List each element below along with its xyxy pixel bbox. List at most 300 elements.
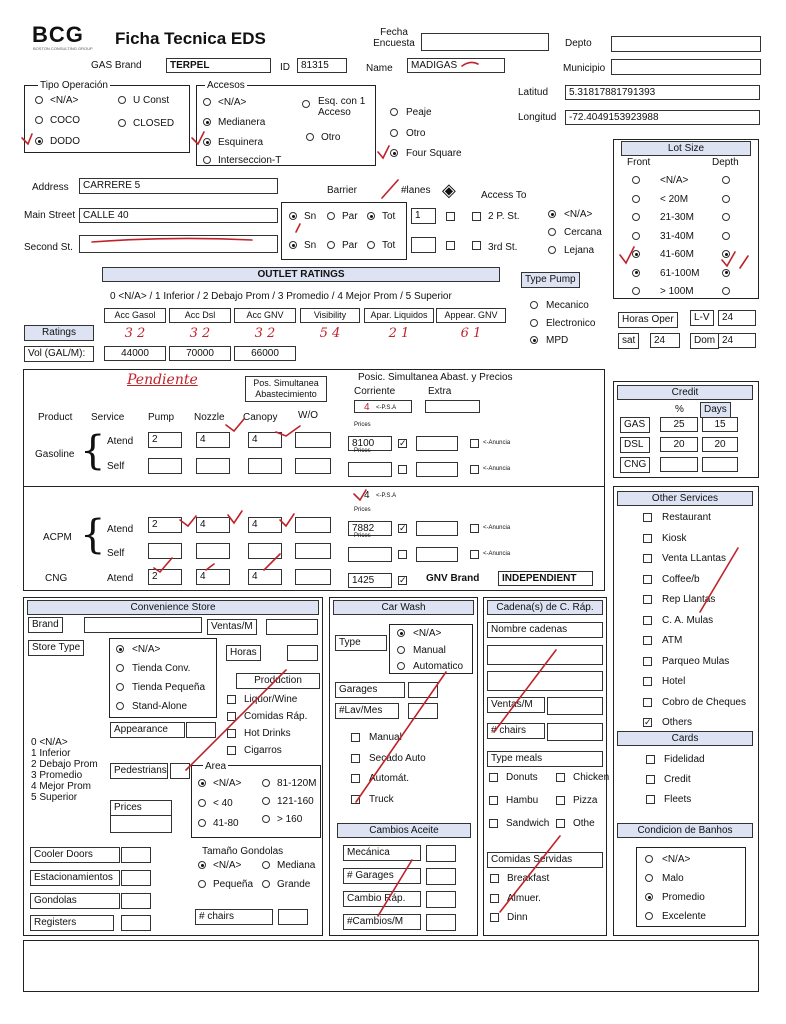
nombre-cadenas-field-2[interactable]	[487, 671, 603, 691]
anuncia-checkbox-1[interactable]	[398, 465, 407, 474]
store-check-1[interactable]	[227, 712, 236, 721]
comidas-servidas-label: Comidas Servidas	[487, 852, 603, 868]
store-type-label: Store Type	[28, 640, 84, 656]
lot-depth-radio-6[interactable]	[722, 287, 730, 295]
credit-days-2[interactable]	[702, 457, 738, 472]
gasoline-label: Gasoline	[35, 449, 75, 460]
tipo-uconst-label: U Const	[133, 95, 170, 106]
product-cell-1-1[interactable]	[196, 458, 230, 474]
card-label-0: Fidelidad	[664, 754, 705, 765]
store-chairs-field[interactable]	[278, 909, 308, 925]
card-checkbox-2[interactable]	[646, 795, 655, 804]
lot-depth-radio-1[interactable]	[722, 195, 730, 203]
store-horas-label: Horas	[226, 645, 261, 661]
accesos-esquinera-radio[interactable]	[203, 138, 211, 146]
second-tot-label: Tot	[382, 240, 396, 251]
servidas-checkbox-0[interactable]	[490, 874, 499, 883]
lot-depth-radio-4[interactable]	[722, 250, 730, 258]
production-label: Production	[236, 673, 320, 689]
service-checkbox-9[interactable]	[643, 698, 652, 707]
pump-header: Pump	[148, 412, 175, 423]
main-street-field[interactable]: CALLE 40	[79, 208, 278, 223]
carwash-check-2[interactable]	[351, 774, 360, 783]
access-lejana-radio[interactable]	[548, 246, 556, 254]
service-checkbox-3[interactable]	[643, 575, 652, 584]
area-label-1: 81-120M	[277, 778, 317, 789]
depto-field[interactable]	[611, 36, 761, 52]
access-lejana-label: Lejana	[564, 245, 595, 256]
municipio-field[interactable]	[611, 59, 761, 75]
credit-pct-2[interactable]	[660, 457, 698, 472]
accesos-foursquare-radio[interactable]	[390, 149, 398, 157]
servidas-label-2: Dinn	[507, 912, 528, 923]
acpm-atend-label: Atend	[107, 524, 134, 535]
area-radio-5[interactable]	[262, 815, 270, 823]
product-cell-1-3[interactable]	[295, 458, 331, 474]
id-label: ID	[280, 62, 290, 73]
credit-days-label: Days	[700, 402, 731, 418]
product-cell-0-1[interactable]: 4	[196, 432, 230, 448]
store-horas-field[interactable]	[287, 645, 318, 661]
lot-front-radio-5[interactable]	[632, 269, 640, 277]
tam-mediana-label: Mediana	[277, 860, 316, 871]
accesos-na-radio[interactable]	[203, 98, 211, 106]
store-check-2[interactable]	[227, 729, 236, 738]
meal-label-1: Chicken	[573, 772, 610, 783]
gas-brand-field[interactable]: TERPEL	[166, 58, 271, 73]
banos-radio-3[interactable]	[645, 912, 653, 920]
carwash-lav-field[interactable]	[408, 703, 438, 719]
accesos-otro-radio[interactable]	[306, 133, 314, 141]
carwash-check-label-0: Manual	[369, 732, 402, 743]
bcg-logo: BCG	[32, 22, 84, 47]
carwash-check-1[interactable]	[351, 754, 360, 763]
aceite-field-1[interactable]	[426, 868, 456, 885]
product-cell-2-2[interactable]: 4	[248, 517, 282, 533]
anuncia-checkbox-0[interactable]: ✓	[399, 438, 407, 448]
accesos-medianera-radio[interactable]	[203, 118, 211, 126]
accesos-foursquare-label: Four Square	[406, 148, 462, 159]
tam-na-radio[interactable]	[198, 861, 206, 869]
meal-label-2: Hambu	[506, 795, 539, 806]
lot-front-radio-4[interactable]	[632, 250, 640, 258]
access-na-radio[interactable]	[548, 210, 556, 218]
accesos-interseccion-radio[interactable]	[203, 156, 211, 164]
rating-col-header-5: Appear. GNV	[436, 308, 506, 323]
price-field-1[interactable]	[348, 462, 392, 477]
extra-anuncia-checkbox-3[interactable]	[470, 550, 479, 559]
main-2ps-checkbox[interactable]	[446, 212, 455, 221]
second-3rd-checkbox[interactable]	[472, 241, 481, 250]
lot-front-radio-6[interactable]	[632, 287, 640, 295]
main-lanes-field[interactable]: 1	[411, 208, 436, 224]
store-legend-3: 3 Promedio	[31, 770, 83, 781]
second-lanes-field[interactable]	[411, 237, 436, 253]
rating-value-3[interactable]: 5 4	[300, 326, 360, 344]
anuncia-checkbox-4[interactable]: ✓	[399, 575, 407, 585]
banos-radio-2[interactable]	[645, 893, 653, 901]
tipo-coco-label: COCO	[50, 115, 80, 126]
prices-field[interactable]	[110, 815, 172, 833]
carwash-check-3[interactable]	[351, 795, 360, 804]
prices-label-3: Prices	[354, 533, 371, 539]
carwash-check-label-3: Truck	[369, 793, 394, 805]
acpm-self-label: Self	[107, 548, 125, 559]
service-label-5: C. A. Mulas	[662, 614, 714, 626]
accesos-medianera-label: Medianera	[218, 117, 266, 128]
area-label-0: <N/A>	[213, 778, 242, 789]
store-check-3[interactable]	[227, 746, 236, 755]
lv-field[interactable]: 24	[718, 310, 756, 326]
area-radio-3[interactable]	[262, 797, 270, 805]
aceite-field-2[interactable]	[426, 891, 456, 908]
aceite-label-2: Cambio Ráp.	[343, 891, 421, 907]
extra-price-field-1[interactable]	[416, 462, 458, 477]
accesos-otro2-label: Otro	[406, 128, 426, 139]
rating-value-5[interactable]: 6 1	[436, 326, 506, 344]
store-type-radio-3[interactable]	[116, 702, 124, 710]
cng-atend-label: Atend	[107, 573, 134, 584]
barrier-label: Barrier	[327, 185, 358, 196]
credit-days-1[interactable]: 20	[702, 437, 738, 452]
product-cell-3-0[interactable]	[148, 543, 182, 559]
tipo-operacion-title: Tipo Operación	[40, 80, 108, 91]
cooler-doors-field[interactable]	[121, 847, 151, 863]
product-cell-1-0[interactable]	[148, 458, 182, 474]
name-label: Name	[366, 63, 393, 74]
banos-label-0: <N/A>	[662, 854, 691, 865]
product-cell-1-2[interactable]	[248, 458, 282, 474]
accesos-esq1-radio[interactable]	[302, 100, 310, 108]
vol-row-label: Vol (GAL/M):	[24, 346, 94, 362]
carwash-auto-radio[interactable]	[397, 662, 405, 670]
store-check-0[interactable]	[227, 695, 236, 704]
credit-key-0: GAS	[620, 417, 650, 433]
service-checkbox-2[interactable]	[643, 554, 652, 563]
tipo-closed-label: CLOSED	[133, 118, 175, 129]
ratings-row-label: Ratings	[24, 325, 94, 341]
main-par-radio[interactable]	[327, 212, 335, 220]
vol-value-2[interactable]: 66000	[234, 346, 296, 361]
carwash-na-label: <N/A>	[413, 628, 442, 639]
credit-pct-1[interactable]: 20	[660, 437, 698, 452]
estacionamientos-label: Estacionamientos	[30, 870, 120, 886]
service-checkbox-7[interactable]	[643, 657, 652, 666]
anuncia-checkbox-3[interactable]	[398, 550, 407, 559]
lot-front-radio-0[interactable]	[632, 176, 640, 184]
convenience-store-title: Convenience Store	[27, 600, 319, 615]
aceite-label-1: # Garages	[343, 868, 421, 884]
store-type-radio-2[interactable]	[116, 683, 124, 691]
second-sn-label: Sn	[304, 240, 317, 251]
outlet-ratings-header: OUTLET RATINGS	[102, 267, 500, 282]
product-cell-0-3[interactable]	[295, 432, 331, 448]
credit-key-1: DSL	[620, 437, 650, 453]
pump-mpd-radio[interactable]	[530, 336, 538, 344]
product-cell-3-1[interactable]	[196, 543, 230, 559]
accesos-otro-label: Otro	[321, 132, 341, 143]
accesos-esq1-label: Esq. con 1 Acceso	[318, 96, 366, 118]
lot-depth-radio-2[interactable]	[722, 213, 730, 221]
servidas-label-0: Breakfast	[507, 873, 550, 884]
rating-value-0[interactable]: 3 2	[104, 326, 166, 344]
second-sn-radio[interactable]	[289, 241, 297, 249]
second-par-label: Par	[342, 240, 358, 251]
product-cell-2-0[interactable]: 2	[148, 517, 182, 533]
rating-col-header-4: Apar. Liquidos	[364, 308, 434, 323]
tam-mediana-radio[interactable]	[262, 861, 270, 869]
credit-days-0[interactable]: 15	[702, 417, 738, 432]
extra-anuncia-checkbox-2[interactable]	[470, 524, 479, 533]
gas-corriente-field[interactable]	[354, 400, 412, 413]
card-checkbox-1[interactable]	[646, 775, 655, 784]
aceite-label-3: #Cambios/M	[343, 914, 421, 930]
accesos-peaje-radio[interactable]	[390, 108, 398, 116]
service-label-3: Coffee/b	[662, 573, 700, 585]
service-checkbox-10[interactable]: ✓	[644, 717, 652, 727]
acpm-label: ACPM	[43, 532, 72, 543]
product-cell-3-2[interactable]	[248, 543, 282, 559]
card-label-2: Fleets	[664, 794, 692, 805]
pump-mpd-label: MPD	[546, 335, 569, 346]
store-ventas-field[interactable]	[266, 619, 318, 635]
meal-checkbox-1[interactable]	[556, 773, 565, 782]
product-cell-2-1[interactable]: 4	[196, 517, 230, 533]
store-type-label-3: Stand-Alone	[132, 701, 188, 712]
area-radio-0[interactable]	[198, 779, 206, 787]
comments-box[interactable]	[23, 940, 759, 992]
rating-col-header-3: Visibility	[300, 308, 360, 323]
other-services-title: Other Services	[617, 491, 753, 506]
extra-anuncia-checkbox-0[interactable]	[470, 439, 479, 448]
main-x-checkbox[interactable]	[472, 212, 481, 221]
cng-label: CNG	[45, 573, 68, 584]
pedestrians-field[interactable]	[170, 763, 190, 779]
service-label-7: Parqueo Mulas	[662, 655, 730, 667]
gnv-brand-label: GNV Brand	[426, 573, 480, 584]
lot-depth-radio-0[interactable]	[722, 176, 730, 184]
product-cell-0-2[interactable]: 4	[248, 432, 282, 448]
tipo-uconst-radio[interactable]	[118, 96, 126, 104]
product-cell-4-0[interactable]: 2	[148, 569, 182, 585]
tam-na-label: <N/A>	[213, 860, 242, 871]
banos-radio-1[interactable]	[645, 874, 653, 882]
lot-depth-radio-5[interactable]	[722, 269, 730, 277]
service-checkbox-0[interactable]	[643, 513, 652, 522]
store-check-label-3: Cigarros	[244, 745, 282, 756]
store-brand-label: Brand	[28, 617, 63, 633]
appearance-field[interactable]	[186, 722, 216, 738]
main-sn-radio[interactable]	[289, 212, 297, 220]
area-radio-2[interactable]	[198, 799, 206, 807]
fecha-field[interactable]	[421, 33, 549, 51]
servidas-checkbox-1[interactable]	[490, 894, 499, 903]
main-tot-radio[interactable]	[367, 212, 375, 220]
lot-front-radio-1[interactable]	[632, 195, 640, 203]
lot-depth-radio-3[interactable]	[722, 232, 730, 240]
extra-anuncia-checkbox-1[interactable]	[470, 465, 479, 474]
tipo-na-radio[interactable]	[35, 96, 43, 104]
rating-value-4[interactable]: 2 1	[364, 326, 434, 344]
meal-checkbox-0[interactable]	[489, 773, 498, 782]
price-field-4[interactable]: 1425	[348, 573, 392, 588]
cadena-ventas-label: Ventas/M	[487, 697, 545, 713]
canopy-header: Canopy	[243, 412, 278, 423]
longitud-label: Longitud	[518, 112, 557, 123]
tipo-dodo-radio[interactable]	[35, 137, 43, 145]
estacionamientos-field[interactable]	[121, 870, 151, 886]
carwash-garages-field[interactable]	[408, 682, 438, 698]
carwash-manual-radio[interactable]	[397, 646, 405, 654]
carwash-check-0[interactable]	[351, 733, 360, 742]
cadena-ventas-field[interactable]	[547, 697, 603, 715]
service-label-8: Hotel	[662, 676, 686, 687]
gnv-brand-field[interactable]: INDEPENDIENT	[498, 571, 593, 586]
credit-pct-0[interactable]: 25	[660, 417, 698, 432]
second-a-checkbox[interactable]	[446, 241, 455, 250]
gas-self-label: Self	[107, 461, 125, 472]
lot-option-label-0: <N/A>	[660, 175, 689, 186]
pos-title: Posic. Simultanea Abast. y Precios	[358, 372, 513, 383]
store-brand-field[interactable]	[84, 617, 202, 633]
service-checkbox-6[interactable]	[643, 636, 652, 645]
anuncia-checkbox-2[interactable]: ✓	[399, 523, 407, 533]
carwash-na-radio[interactable]	[397, 629, 405, 637]
store-ventas-label: Ventas/M	[207, 619, 257, 635]
extra-price-field-3[interactable]	[416, 547, 458, 562]
vol-value-0[interactable]: 44000	[104, 346, 166, 361]
pump-electronico-radio[interactable]	[530, 319, 538, 327]
pump-electronico-label: Electronico	[546, 318, 596, 329]
tam-grande-radio[interactable]	[262, 880, 270, 888]
horas-oper-label: Horas Oper	[618, 312, 678, 328]
registers-label: Registers	[30, 915, 114, 931]
latitud-field[interactable]: 5.31817881791393	[565, 85, 760, 100]
pendiente-note: Pendiente	[127, 372, 198, 388]
store-type-radio-1[interactable]	[116, 664, 124, 672]
name-field[interactable]: MADIGAS	[407, 58, 505, 73]
access-cercana-radio[interactable]	[548, 228, 556, 236]
tam-pequena-radio[interactable]	[198, 880, 206, 888]
fecha-label: Fecha Encuesta	[373, 27, 415, 49]
accesos-peaje-label: Peaje	[406, 107, 432, 118]
card-checkbox-0[interactable]	[646, 755, 655, 764]
product-cell-2-3[interactable]	[295, 517, 331, 533]
service-checkbox-1[interactable]	[643, 534, 652, 543]
area-radio-4[interactable]	[198, 819, 206, 827]
store-legend-4: 4 Mejor Prom	[31, 781, 92, 792]
service-checkbox-8[interactable]	[643, 677, 652, 686]
meal-checkbox-2[interactable]	[489, 796, 498, 805]
meal-checkbox-5[interactable]	[556, 819, 565, 828]
meal-checkbox-3[interactable]	[556, 796, 565, 805]
second-st-field[interactable]	[79, 235, 278, 253]
product-cell-4-2[interactable]: 4	[248, 569, 282, 585]
aceite-field-0[interactable]	[426, 845, 456, 862]
acpm-psa-label: <-P.S.A	[376, 493, 397, 499]
banos-radio-0[interactable]	[645, 855, 653, 863]
tipo-dodo-label: DODO	[50, 136, 80, 147]
id-field[interactable]: 81315	[297, 58, 347, 73]
second-par-radio[interactable]	[327, 241, 335, 249]
lot-front-radio-3[interactable]	[632, 232, 640, 240]
second-3rd-label: 3rd St.	[488, 242, 518, 253]
service-checkbox-4[interactable]	[643, 595, 652, 604]
price-field-0[interactable]: 8100	[348, 436, 392, 451]
sat-field[interactable]: 24	[650, 333, 680, 348]
pump-mecanico-radio[interactable]	[530, 301, 538, 309]
sat-label: sat	[618, 333, 639, 349]
product-cell-3-3[interactable]	[295, 543, 331, 559]
lot-depth-label: Depth	[712, 157, 739, 168]
longitud-field[interactable]: -72.4049153923988	[565, 110, 760, 125]
gondolas-label: Gondolas	[30, 893, 120, 909]
product-cell-4-1[interactable]: 4	[196, 569, 230, 585]
rating-col-header-0: Acc Gasol	[104, 308, 166, 323]
lot-front-radio-2[interactable]	[632, 213, 640, 221]
aceite-field-3[interactable]	[426, 914, 456, 931]
store-check-label-2: Hot Drinks	[244, 728, 291, 739]
cadena-chairs-field[interactable]	[547, 723, 603, 741]
registers-field[interactable]	[121, 915, 151, 931]
lanes-label: #lanes	[401, 185, 431, 196]
meal-checkbox-4[interactable]	[489, 819, 498, 828]
corriente-label: Corriente	[354, 386, 396, 397]
main-tot-label: Tot	[382, 211, 396, 222]
second-tot-radio[interactable]	[367, 241, 375, 249]
servidas-checkbox-2[interactable]	[490, 913, 499, 922]
lot-size-title: Lot Size	[621, 141, 751, 156]
address-field[interactable]: CARRERE 5	[79, 178, 278, 194]
pos-simultanea-button[interactable]: Pos. Simultanea Abastecimiento	[245, 376, 327, 402]
service-label-6: ATM	[662, 635, 683, 646]
nombre-cadenas-field-1[interactable]	[487, 645, 603, 665]
meal-label-4: Sandwich	[506, 818, 550, 829]
rating-value-1[interactable]: 3 2	[169, 326, 231, 344]
product-cell-0-0[interactable]: 2	[148, 432, 182, 448]
extra-price-field-0[interactable]	[416, 436, 458, 451]
credit-pct-label: %	[675, 404, 684, 415]
product-cell-4-3[interactable]	[295, 569, 331, 585]
area-radio-1[interactable]	[262, 779, 270, 787]
vol-value-1[interactable]: 70000	[169, 346, 231, 361]
price-field-3[interactable]	[348, 547, 392, 562]
tipo-coco-radio[interactable]	[35, 116, 43, 124]
gondolas-field[interactable]	[121, 893, 151, 909]
second-st-label: Second St.	[24, 242, 73, 253]
meal-label-3: Pizza	[573, 795, 598, 806]
gas-atend-label: Atend	[107, 436, 134, 447]
prices-label-0: Prices	[354, 422, 371, 428]
cadena-title: Cadena(s) de C. Ráp.	[487, 600, 603, 615]
extra-price-field-2[interactable]	[416, 521, 458, 536]
area-label-3: 121-160	[277, 796, 314, 807]
rating-value-2[interactable]: 3 2	[234, 326, 296, 344]
gasoline-brace: {	[80, 428, 106, 474]
gas-extra-field[interactable]	[425, 400, 480, 413]
store-type-radio-0[interactable]	[116, 645, 124, 653]
carwash-lav-label: #Lav/Mes	[335, 703, 399, 719]
service-checkbox-5[interactable]	[643, 616, 652, 625]
meal-label-0: Donuts	[506, 772, 538, 783]
tipo-closed-radio[interactable]	[118, 119, 126, 127]
price-field-2[interactable]: 7882	[348, 521, 392, 536]
dom-field[interactable]: 24	[718, 333, 756, 348]
page-title: Ficha Tecnica EDS	[115, 29, 266, 48]
main-par-label: Par	[342, 211, 358, 222]
accesos-otro2-radio[interactable]	[390, 129, 398, 137]
wo-header: W/O	[298, 410, 318, 421]
